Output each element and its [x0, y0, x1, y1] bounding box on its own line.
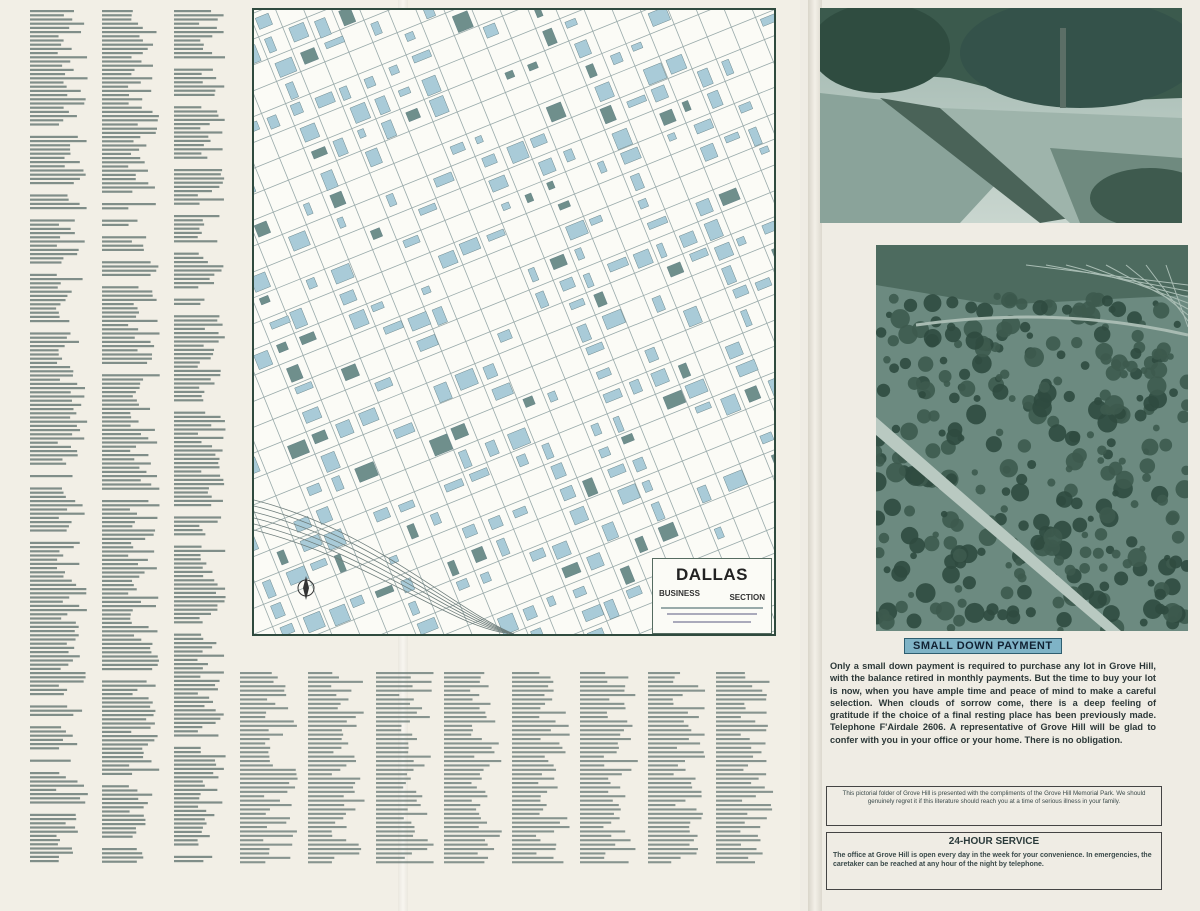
map-legend: [652, 558, 772, 634]
map-subtitle-section: SECTION: [729, 593, 765, 602]
promo-body-text: Only a small down payment is required to purchase any lot in Grove Hill, with the balance retired in monthly payments. But the time to buy your lot is now, when you have ample time and peace of mind to make a careful selection. When clouds of sorrow come, there is a deep feeling of gratitude if the choice of a final resting place has been previously made. Telephone F'Airdale 2606. A representative of Grove Hill will be glad to confer with you in your office or your home. There is no obligation.: [830, 661, 1156, 745]
map-subtitle-business: BUSINESS: [659, 589, 700, 598]
service-box: [826, 832, 1162, 890]
service-text: The office at Grove Hill is open every day in the week for your convenience. In emergencies, the caretaker can be reached at any hour of the night by telephone.: [833, 852, 1152, 868]
directory-bottom: [240, 668, 790, 868]
directory-column-2: [102, 4, 162, 864]
small-down-payment-heading: SMALL DOWN PAYMENT: [904, 638, 1062, 654]
map-city-title: DALLAS: [676, 565, 748, 584]
notice-box: This pictorial folder of Grove Hill is presented with the compliments of the Grove Hill Memorial Park. We should genuinely regret it if this literature should reach you at a time of serious illness in your family.: [826, 786, 1162, 826]
directory-column-1: [30, 4, 90, 864]
directory-column-3: [174, 4, 228, 864]
service-title: 24-HOUR SERVICE: [948, 836, 1040, 847]
park-path-photo: [820, 8, 1182, 223]
dallas-business-section-map: [252, 8, 776, 636]
aerial-grounds-photo: [876, 245, 1188, 631]
